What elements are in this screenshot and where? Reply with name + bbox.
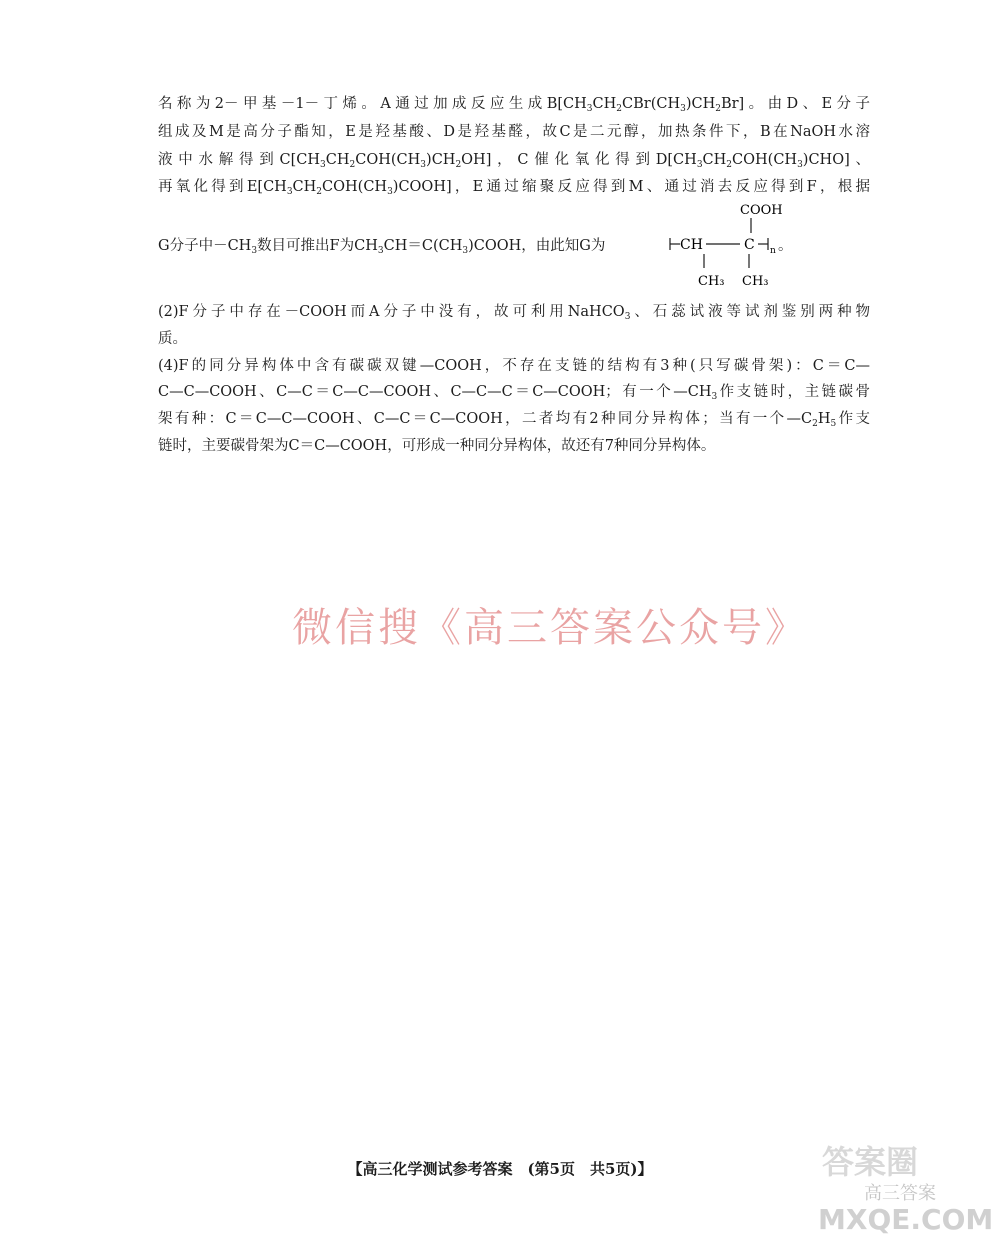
formula-cooh: COOH — [740, 203, 783, 218]
logo-top-text: 答案圈 — [822, 1143, 919, 1181]
page-footer: 【高三化学测试参考答案 (第5页 共5页)】 — [347, 1160, 653, 1178]
paragraph-2-line-2: 质。 — [158, 331, 187, 347]
formula-n: n — [770, 246, 776, 256]
paragraph-2-line-1: (2)F分子中存在－COOH而A分子中没有，故可利用NaHCO$_3$、石蕊试液等试剂鉴别两种物 — [158, 304, 871, 322]
paragraph-3-line-2: C—C—COOH、C—C＝C—C—COOH、C—C—C＝C—COOH；有一个$—CH_3$作支链时，主链碳骨 — [158, 384, 871, 402]
formula-ch3-left: CH₃ — [698, 274, 725, 289]
watermark-text: 微信搜《高三答案公众号》 — [292, 605, 808, 651]
paragraph-1-line-4: 再氧化得到$E[CH_3CH_2COH(CH_3)COOH]$，E通过缩聚反应得到M、通过消去反应得到F，根据 — [158, 179, 870, 197]
logo-middle-text: 高三答案 — [864, 1183, 936, 1204]
logo-bottom-text: MXQE.COM — [818, 1203, 994, 1235]
paragraph-3-line-3: 架有种：C＝C—C—COOH、C—C＝C—COOH，二者均有2种同分异构体；当有一个$—C_2H_5$作支 — [158, 411, 870, 429]
paragraph-1-line-2: 组成及M是高分子酯知，E是羟基酸、D是羟基醛，故C是二元醇，加热条件下，B在NaOH水溶 — [158, 124, 870, 140]
paragraph-3-line-1: (4)F的同分异构体中含有碳碳双键—COOH，不存在支链的结构有3种(只写碳骨架)：C＝C— — [158, 358, 870, 374]
paragraph-1-line-5: G分子中$-CH_3$数目可推出F为$CH_3CH=C(CH_3)COOH$，由此知G为 — [158, 238, 606, 256]
site-logo — [800, 1135, 996, 1235]
paragraph-1-line-1: 名称为2－甲基－1－丁烯。A通过加成反应生成$B[CH_3CH_2CBr(CH_3)CH_2Br]$。由D、E分子 — [158, 96, 870, 114]
formula-ch3-right: CH₃ — [742, 274, 769, 289]
formula-period: 。 — [778, 238, 793, 254]
paragraph-1-line-3: 液中水解得到$C[CH_3CH_2COH(CH_3)CH_2OH]$，C催化氧化得到$D[CH_3CH_2COH(CH_3)CHO]$、 — [158, 152, 870, 170]
formula-ch: CH — [680, 237, 703, 253]
formula-c: C — [744, 237, 755, 253]
paragraph-3-line-4: 链时，主要碳骨架为C＝C—COOH，可形成一种同分异构体，故还有7种同分异构体。 — [158, 438, 716, 454]
